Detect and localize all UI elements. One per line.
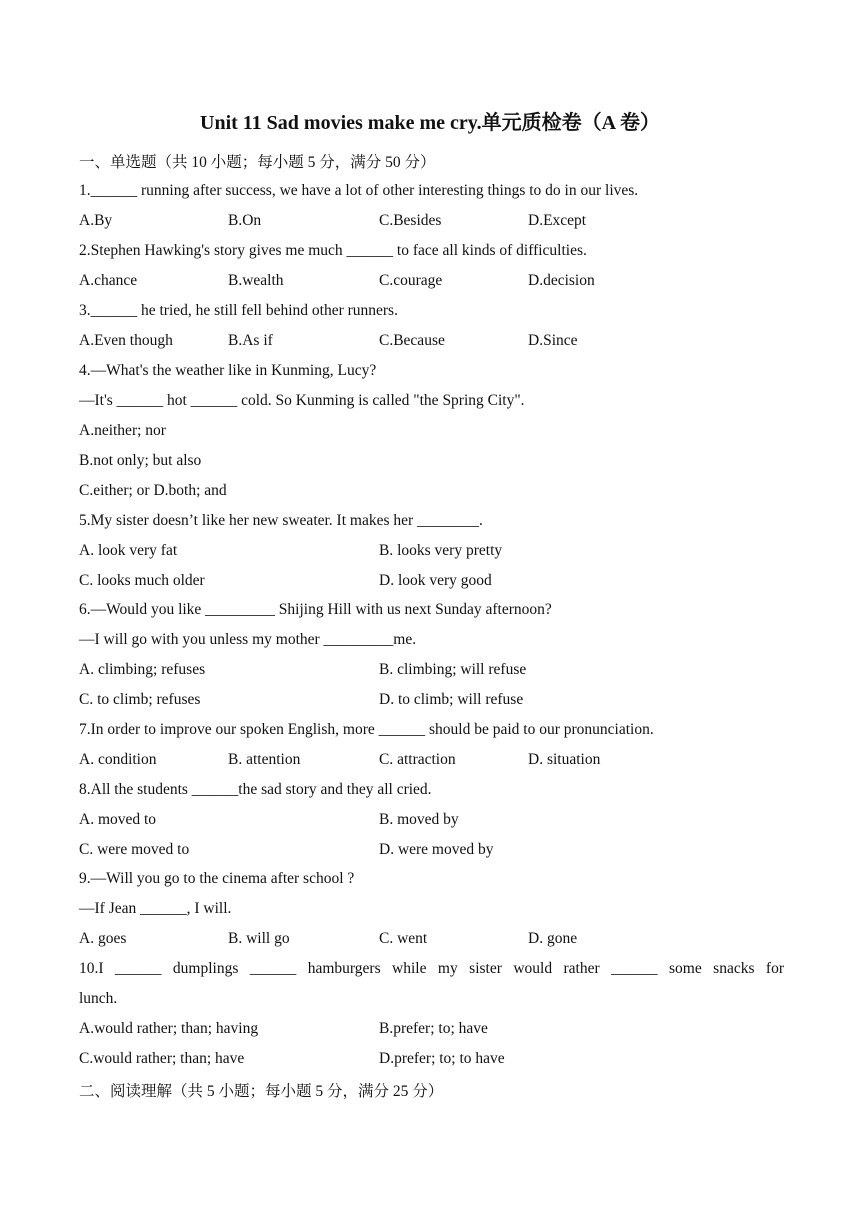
question-6-option-d: D. to climb; will refuse	[379, 691, 524, 708]
question-1-option-b: B.On	[228, 212, 262, 229]
question-10-option-a: A.would rather; than; having	[79, 1020, 259, 1037]
question-4-stem: 4.—What's the weather like in Kunming, Lucy?	[79, 362, 377, 379]
section-heading-single-choice: 一、单选题（共 10 小题；每小题 5 分，满分 50 分）	[79, 154, 436, 171]
question-5-option-a: A. look very fat	[79, 542, 178, 559]
question-4-option-b: B.not only; but also	[79, 452, 202, 469]
question-10-option-d: D.prefer; to; to have	[379, 1050, 505, 1067]
question-9-option-d: D. gone	[528, 930, 578, 947]
question-5-option-c: C. looks much older	[79, 572, 205, 589]
question-7-option-b: B. attention	[228, 751, 301, 768]
question-9-option-c: C. went	[379, 930, 428, 947]
question-8-option-a: A. moved to	[79, 811, 157, 828]
question-6-stem: 6.—Would you like _________ Shijing Hill with us next Sunday afternoon?	[79, 601, 552, 618]
question-2-option-c: C.courage	[379, 272, 443, 289]
question-10-stem: 10.I ______ dumplings ______ hamburgers while my sister would rather ______ some snacks for	[79, 960, 784, 977]
question-4-stem-reply: —It's ______ hot ______ cold. So Kunming is called "the Spring City".	[79, 392, 525, 409]
question-9-stem: 9.—Will you go to the cinema after school ?	[79, 870, 355, 887]
question-1-option-c: C.Besides	[379, 212, 442, 229]
question-7-option-d: D. situation	[528, 751, 601, 768]
question-5-option-b: B. looks very pretty	[379, 542, 503, 559]
question-6-option-b: B. climbing; will refuse	[379, 661, 527, 678]
section-heading-reading: 二、阅读理解（共 5 小题；每小题 5 分，满分 25 分）	[79, 1083, 444, 1100]
question-7-option-c: C. attraction	[379, 751, 456, 768]
question-9-stem-reply: —If Jean ______, I will.	[79, 900, 232, 917]
question-8-option-d: D. were moved by	[379, 841, 494, 858]
question-2-option-d: D.decision	[528, 272, 595, 289]
question-3-option-d: D.Since	[528, 332, 578, 349]
question-8-option-c: C. were moved to	[79, 841, 190, 858]
question-4-option-a: A.neither; nor	[79, 422, 166, 439]
question-10-stem-continued: lunch.	[79, 990, 118, 1007]
question-3-option-b: B.As if	[228, 332, 273, 349]
question-7-stem: 7.In order to improve our spoken English, more ______ should be paid to our pronunciation.	[79, 721, 654, 738]
question-10-option-c: C.would rather; than; have	[79, 1050, 245, 1067]
question-3-stem: 3.______ he tried, he still fell behind other runners.	[79, 302, 398, 319]
question-8-stem: 8.All the students ______the sad story and they all cried.	[79, 781, 432, 798]
question-8-option-b: B. moved by	[379, 811, 459, 828]
question-6-option-a: A. climbing; refuses	[79, 661, 206, 678]
question-5-stem: 5.My sister doesn’t like her new sweater. It makes her ________.	[79, 512, 483, 529]
question-3-option-a: A.Even though	[79, 332, 173, 349]
page-title: Unit 11 Sad movies make me cry.单元质检卷（A 卷）	[200, 112, 660, 134]
question-2-option-a: A.chance	[79, 272, 138, 289]
question-9-option-b: B. will go	[228, 930, 290, 947]
question-3-option-c: C.Because	[379, 332, 445, 349]
question-1-stem: 1.______ running after success, we have a lot of other interesting things to do in our lives.	[79, 182, 639, 199]
question-6-option-c: C. to climb; refuses	[79, 691, 201, 708]
question-1-option-d: D.Except	[528, 212, 587, 229]
question-1-option-a: A.By	[79, 212, 113, 229]
question-4-option-c-d: C.either; or D.both; and	[79, 482, 227, 499]
question-7-option-a: A. condition	[79, 751, 157, 768]
question-6-stem-reply: —I will go with you unless my mother _________me.	[79, 631, 417, 648]
question-10-option-b: B.prefer; to; have	[379, 1020, 488, 1037]
question-9-option-a: A. goes	[79, 930, 127, 947]
question-2-stem: 2.Stephen Hawking's story gives me much ______ to face all kinds of difficulties.	[79, 242, 587, 259]
question-5-option-d: D. look very good	[379, 572, 492, 589]
question-2-option-b: B.wealth	[228, 272, 284, 289]
